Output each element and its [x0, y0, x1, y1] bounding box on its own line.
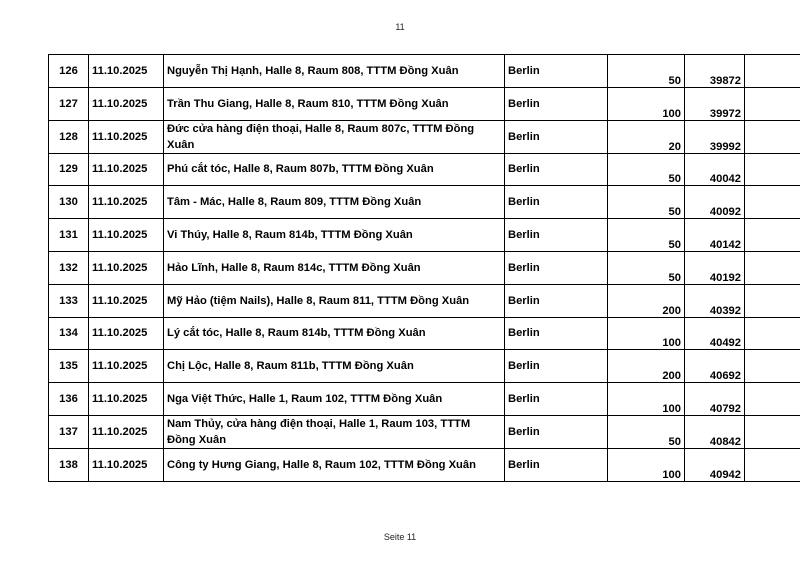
row-city: Berlin	[505, 317, 608, 350]
row-city: Berlin	[505, 251, 608, 284]
table-row	[49, 55, 800, 88]
row-empty-cell	[745, 448, 800, 481]
row-description: Hảo Lĩnh, Halle 8, Raum 814c, TTTM Đồng Xuân	[164, 251, 505, 284]
row-empty-cell	[745, 120, 800, 153]
row-description: Đức cửa hàng điện thoại, Halle 8, Raum 807c, TTTM Đồng Xuân	[164, 120, 505, 153]
row-number: 135	[49, 350, 89, 383]
row-description: Lý cắt tóc, Halle 8, Raum 814b, TTTM Đồng Xuân	[164, 317, 505, 350]
row-amount: 100	[608, 383, 685, 416]
row-running-total: 40392	[685, 284, 745, 317]
row-description: Nguyễn Thị Hạnh, Halle 8, Raum 808, TTTM Đồng Xuân	[164, 55, 505, 88]
row-description: Công ty Hưng Giang, Halle 8, Raum 102, TTTM Đồng Xuân	[164, 448, 505, 481]
table-row	[49, 350, 800, 383]
row-city: Berlin	[505, 415, 608, 448]
row-description: Vi Thúy, Halle 8, Raum 814b, TTTM Đồng Xuân	[164, 219, 505, 252]
row-empty-cell	[745, 317, 800, 350]
row-amount: 100	[608, 87, 685, 120]
row-running-total: 40492	[685, 317, 745, 350]
table-row	[49, 219, 800, 252]
row-amount: 100	[608, 448, 685, 481]
row-city: Berlin	[505, 186, 608, 219]
row-number: 127	[49, 87, 89, 120]
row-empty-cell	[745, 415, 800, 448]
row-city: Berlin	[505, 284, 608, 317]
row-amount: 50	[608, 153, 685, 186]
row-running-total: 40042	[685, 153, 745, 186]
row-city: Berlin	[505, 120, 608, 153]
row-running-total: 40092	[685, 186, 745, 219]
row-date: 11.10.2025	[89, 284, 164, 317]
row-date: 11.10.2025	[89, 153, 164, 186]
row-number: 133	[49, 284, 89, 317]
row-city: Berlin	[505, 350, 608, 383]
row-running-total: 39992	[685, 120, 745, 153]
row-empty-cell	[745, 251, 800, 284]
row-running-total: 40792	[685, 383, 745, 416]
row-amount: 50	[608, 219, 685, 252]
row-running-total: 40142	[685, 219, 745, 252]
row-number: 136	[49, 383, 89, 416]
row-number: 126	[49, 55, 89, 88]
row-city: Berlin	[505, 383, 608, 416]
row-empty-cell	[745, 350, 800, 383]
table-row	[49, 251, 800, 284]
row-running-total: 39972	[685, 87, 745, 120]
row-empty-cell	[745, 153, 800, 186]
row-description: Nam Thủy, cửa hàng điện thoại, Halle 1, Raum 103, TTTM Đồng Xuân	[164, 415, 505, 448]
page-number: 11	[395, 22, 405, 32]
row-description: Chị Lộc, Halle 8, Raum 811b, TTTM Đồng Xuân	[164, 350, 505, 383]
row-city: Berlin	[505, 87, 608, 120]
row-number: 130	[49, 186, 89, 219]
row-description: Trần Thu Giang, Halle 8, Raum 810, TTTM Đồng Xuân	[164, 87, 505, 120]
row-empty-cell	[745, 383, 800, 416]
row-description: Mỹ Hảo (tiệm Nails), Halle 8, Raum 811, TTTM Đồng Xuân	[164, 284, 505, 317]
row-running-total: 39872	[685, 55, 745, 88]
row-date: 11.10.2025	[89, 219, 164, 252]
row-amount: 50	[608, 415, 685, 448]
row-running-total: 40192	[685, 251, 745, 284]
table-row	[49, 284, 800, 317]
row-empty-cell	[745, 55, 800, 88]
row-date: 11.10.2025	[89, 317, 164, 350]
row-city: Berlin	[505, 219, 608, 252]
row-running-total: 40842	[685, 415, 745, 448]
row-empty-cell	[745, 186, 800, 219]
row-amount: 100	[608, 317, 685, 350]
row-description: Nga Việt Thức, Halle 1, Raum 102, TTTM Đồng Xuân	[164, 383, 505, 416]
row-number: 128	[49, 120, 89, 153]
row-date: 11.10.2025	[89, 186, 164, 219]
table-row	[49, 383, 800, 416]
row-empty-cell	[745, 284, 800, 317]
row-amount: 50	[608, 55, 685, 88]
row-number: 134	[49, 317, 89, 350]
table-row	[49, 186, 800, 219]
row-date: 11.10.2025	[89, 448, 164, 481]
row-city: Berlin	[505, 448, 608, 481]
table-row	[49, 415, 800, 448]
row-amount: 50	[608, 251, 685, 284]
row-amount: 20	[608, 120, 685, 153]
donation-ledger-table	[48, 54, 800, 482]
row-date: 11.10.2025	[89, 87, 164, 120]
table-row	[49, 448, 800, 481]
row-date: 11.10.2025	[89, 251, 164, 284]
row-empty-cell	[745, 87, 800, 120]
row-number: 137	[49, 415, 89, 448]
row-description: Tâm - Mác, Halle 8, Raum 809, TTTM Đồng Xuân	[164, 186, 505, 219]
table-row	[49, 317, 800, 350]
row-date: 11.10.2025	[89, 55, 164, 88]
row-amount: 200	[608, 350, 685, 383]
row-date: 11.10.2025	[89, 383, 164, 416]
row-empty-cell	[745, 219, 800, 252]
row-city: Berlin	[505, 153, 608, 186]
table-row	[49, 153, 800, 186]
row-city: Berlin	[505, 55, 608, 88]
row-date: 11.10.2025	[89, 415, 164, 448]
row-number: 131	[49, 219, 89, 252]
row-date: 11.10.2025	[89, 350, 164, 383]
row-description: Phú cắt tóc, Halle 8, Raum 807b, TTTM Đồng Xuân	[164, 153, 505, 186]
row-amount: 50	[608, 186, 685, 219]
table-row	[49, 87, 800, 120]
row-number: 132	[49, 251, 89, 284]
row-number: 129	[49, 153, 89, 186]
row-amount: 200	[608, 284, 685, 317]
page-footer: Seite 11	[383, 532, 417, 542]
row-number: 138	[49, 448, 89, 481]
row-date: 11.10.2025	[89, 120, 164, 153]
table-row	[49, 120, 800, 153]
row-running-total: 40692	[685, 350, 745, 383]
row-running-total: 40942	[685, 448, 745, 481]
ledger-body	[49, 55, 800, 482]
